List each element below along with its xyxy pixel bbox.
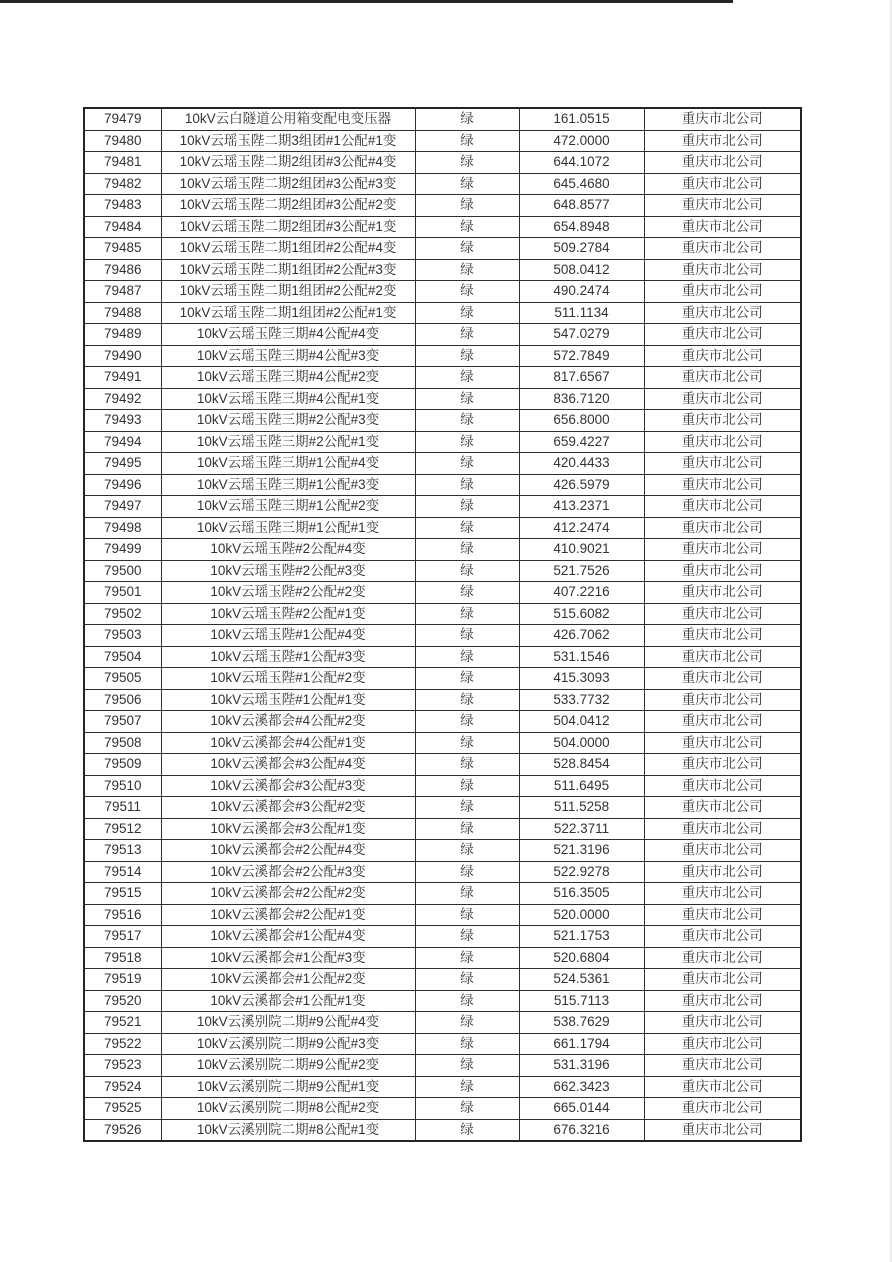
company-cell: 重庆市北公司 [644,990,801,1012]
row-id-cell: 79501 [84,582,161,604]
device-name-cell: 10kV云溪都会#1公配#1变 [161,990,415,1012]
company-cell: 重庆市北公司 [644,431,801,453]
status-cell: 绿 [415,324,519,346]
status-cell: 绿 [415,990,519,1012]
value-cell: 508.0412 [519,259,644,281]
value-cell: 524.5361 [519,969,644,991]
device-name-cell: 10kV云溪别院二期#9公配#4变 [161,1012,415,1034]
table-row [84,668,801,690]
row-id-cell: 79519 [84,969,161,991]
device-name-cell: 10kV云瑶玉陛二期1组团#2公配#2变 [161,281,415,303]
device-table [83,107,802,1142]
table-row [84,1033,801,1055]
company-cell: 重庆市北公司 [644,1055,801,1077]
table-row [84,1076,801,1098]
status-cell: 绿 [415,474,519,496]
status-cell: 绿 [415,281,519,303]
value-cell: 415.3093 [519,668,644,690]
company-cell: 重庆市北公司 [644,861,801,883]
table-row [84,732,801,754]
table-row [84,388,801,410]
row-id-cell: 79522 [84,1033,161,1055]
value-cell: 511.6495 [519,775,644,797]
table-row [84,539,801,561]
value-cell: 420.4433 [519,453,644,475]
company-cell: 重庆市北公司 [644,281,801,303]
status-cell: 绿 [415,1055,519,1077]
device-name-cell: 10kV云瑶玉陛三期#1公配#2变 [161,496,415,518]
company-cell: 重庆市北公司 [644,173,801,195]
row-id-cell: 79495 [84,453,161,475]
table-row [84,1055,801,1077]
status-cell: 绿 [415,582,519,604]
row-id-cell: 79497 [84,496,161,518]
device-name-cell: 10kV云溪都会#1公配#4变 [161,926,415,948]
row-id-cell: 79506 [84,689,161,711]
value-cell: 511.1134 [519,302,644,324]
value-cell: 407.2216 [519,582,644,604]
company-cell: 重庆市北公司 [644,1076,801,1098]
table-row [84,625,801,647]
device-name-cell: 10kV云瑶玉陛三期#4公配#2变 [161,367,415,389]
company-cell: 重庆市北公司 [644,388,801,410]
device-name-cell: 10kV云瑶玉陛二期1组团#2公配#1变 [161,302,415,324]
row-id-cell: 79500 [84,560,161,582]
row-id-cell: 79525 [84,1098,161,1120]
device-name-cell: 10kV云溪都会#4公配#1变 [161,732,415,754]
row-id-cell: 79493 [84,410,161,432]
row-id-cell: 79492 [84,388,161,410]
status-cell: 绿 [415,818,519,840]
company-cell: 重庆市北公司 [644,625,801,647]
company-cell: 重庆市北公司 [644,969,801,991]
table-row [84,1119,801,1141]
value-cell: 472.0000 [519,130,644,152]
status-cell: 绿 [415,259,519,281]
value-cell: 522.9278 [519,861,644,883]
row-id-cell: 79481 [84,152,161,174]
status-cell: 绿 [415,861,519,883]
value-cell: 511.5258 [519,797,644,819]
value-cell: 516.3505 [519,883,644,905]
device-name-cell: 10kV云瑶玉陛二期1组团#2公配#3变 [161,259,415,281]
value-cell: 413.2371 [519,496,644,518]
row-id-cell: 79482 [84,173,161,195]
status-cell: 绿 [415,625,519,647]
device-name-cell: 10kV云白隧道公用箱变配电变压器 [161,108,415,130]
row-id-cell: 79507 [84,711,161,733]
status-cell: 绿 [415,130,519,152]
row-id-cell: 79499 [84,539,161,561]
device-name-cell: 10kV云瑶玉陛#2公配#3变 [161,560,415,582]
table-row [84,216,801,238]
value-cell: 521.1753 [519,926,644,948]
device-name-cell: 10kV云瑶玉陛#2公配#2变 [161,582,415,604]
company-cell: 重庆市北公司 [644,797,801,819]
row-id-cell: 79496 [84,474,161,496]
row-id-cell: 79523 [84,1055,161,1077]
device-name-cell: 10kV云瑶玉陛二期3组团#1公配#1变 [161,130,415,152]
value-cell: 521.3196 [519,840,644,862]
table-row [84,861,801,883]
row-id-cell: 79526 [84,1119,161,1141]
table-row [84,130,801,152]
table-row [84,108,801,130]
row-id-cell: 79503 [84,625,161,647]
status-cell: 绿 [415,711,519,733]
device-name-cell: 10kV云溪都会#2公配#3变 [161,861,415,883]
table-row [84,990,801,1012]
device-table-body [84,108,801,1141]
device-name-cell: 10kV云瑶玉陛二期2组团#3公配#1变 [161,216,415,238]
table-row [84,947,801,969]
table-row [84,775,801,797]
company-cell: 重庆市北公司 [644,840,801,862]
status-cell: 绿 [415,453,519,475]
company-cell: 重庆市北公司 [644,646,801,668]
table-row [84,281,801,303]
table-row [84,926,801,948]
device-name-cell: 10kV云瑶玉陛二期1组团#2公配#4变 [161,238,415,260]
table-row [84,689,801,711]
value-cell: 412.2474 [519,517,644,539]
status-cell: 绿 [415,345,519,367]
table-row [84,496,801,518]
table-row [84,195,801,217]
row-id-cell: 79516 [84,904,161,926]
device-name-cell: 10kV云溪都会#3公配#4变 [161,754,415,776]
row-id-cell: 79490 [84,345,161,367]
table-row [84,560,801,582]
company-cell: 重庆市北公司 [644,775,801,797]
company-cell: 重庆市北公司 [644,754,801,776]
value-cell: 410.9021 [519,539,644,561]
status-cell: 绿 [415,1012,519,1034]
table-row [84,345,801,367]
table-row [84,474,801,496]
value-cell: 572.7849 [519,345,644,367]
status-cell: 绿 [415,904,519,926]
company-cell: 重庆市北公司 [644,818,801,840]
value-cell: 662.3423 [519,1076,644,1098]
value-cell: 547.0279 [519,324,644,346]
value-cell: 515.7113 [519,990,644,1012]
row-id-cell: 79502 [84,603,161,625]
device-name-cell: 10kV云瑶玉陛#2公配#1变 [161,603,415,625]
status-cell: 绿 [415,732,519,754]
company-cell: 重庆市北公司 [644,324,801,346]
company-cell: 重庆市北公司 [644,410,801,432]
value-cell: 520.6804 [519,947,644,969]
device-name-cell: 10kV云溪别院二期#9公配#1变 [161,1076,415,1098]
device-name-cell: 10kV云溪别院二期#8公配#1变 [161,1119,415,1141]
company-cell: 重庆市北公司 [644,926,801,948]
status-cell: 绿 [415,238,519,260]
device-name-cell: 10kV云溪都会#3公配#2变 [161,797,415,819]
company-cell: 重庆市北公司 [644,732,801,754]
device-name-cell: 10kV云瑶玉陛三期#4公配#3变 [161,345,415,367]
value-cell: 654.8948 [519,216,644,238]
status-cell: 绿 [415,367,519,389]
company-cell: 重庆市北公司 [644,560,801,582]
table-row [84,302,801,324]
device-name-cell: 10kV云瑶玉陛三期#1公配#4变 [161,453,415,475]
status-cell: 绿 [415,517,519,539]
table-row [84,173,801,195]
status-cell: 绿 [415,969,519,991]
value-cell: 661.1794 [519,1033,644,1055]
table-row [84,517,801,539]
value-cell: 648.8577 [519,195,644,217]
status-cell: 绿 [415,883,519,905]
company-cell: 重庆市北公司 [644,108,801,130]
device-name-cell: 10kV云瑶玉陛#1公配#2变 [161,668,415,690]
value-cell: 528.8454 [519,754,644,776]
value-cell: 509.2784 [519,238,644,260]
status-cell: 绿 [415,560,519,582]
status-cell: 绿 [415,603,519,625]
company-cell: 重庆市北公司 [644,259,801,281]
row-id-cell: 79491 [84,367,161,389]
row-id-cell: 79486 [84,259,161,281]
row-id-cell: 79514 [84,861,161,883]
device-name-cell: 10kV云瑶玉陛三期#1公配#1变 [161,517,415,539]
company-cell: 重庆市北公司 [644,883,801,905]
status-cell: 绿 [415,797,519,819]
row-id-cell: 79494 [84,431,161,453]
table-row [84,797,801,819]
status-cell: 绿 [415,302,519,324]
value-cell: 533.7732 [519,689,644,711]
table-row [84,238,801,260]
status-cell: 绿 [415,410,519,432]
company-cell: 重庆市北公司 [644,668,801,690]
value-cell: 538.7629 [519,1012,644,1034]
row-id-cell: 79479 [84,108,161,130]
row-id-cell: 79487 [84,281,161,303]
device-name-cell: 10kV云溪都会#1公配#2变 [161,969,415,991]
row-id-cell: 79485 [84,238,161,260]
value-cell: 531.3196 [519,1055,644,1077]
row-id-cell: 79524 [84,1076,161,1098]
table-row [84,904,801,926]
value-cell: 656.8000 [519,410,644,432]
device-name-cell: 10kV云溪都会#3公配#1变 [161,818,415,840]
value-cell: 426.5979 [519,474,644,496]
company-cell: 重庆市北公司 [644,582,801,604]
company-cell: 重庆市北公司 [644,474,801,496]
status-cell: 绿 [415,1119,519,1141]
company-cell: 重庆市北公司 [644,689,801,711]
device-name-cell: 10kV云瑶玉陛三期#4公配#4变 [161,324,415,346]
device-name-cell: 10kV云瑶玉陛#1公配#3变 [161,646,415,668]
row-id-cell: 79517 [84,926,161,948]
table-row [84,1098,801,1120]
company-cell: 重庆市北公司 [644,453,801,475]
row-id-cell: 79509 [84,754,161,776]
company-cell: 重庆市北公司 [644,238,801,260]
device-name-cell: 10kV云溪都会#2公配#2变 [161,883,415,905]
value-cell: 665.0144 [519,1098,644,1120]
company-cell: 重庆市北公司 [644,152,801,174]
row-id-cell: 79480 [84,130,161,152]
device-name-cell: 10kV云瑶玉陛#1公配#1变 [161,689,415,711]
row-id-cell: 79505 [84,668,161,690]
device-name-cell: 10kV云溪别院二期#9公配#2变 [161,1055,415,1077]
company-cell: 重庆市北公司 [644,904,801,926]
table-row [84,754,801,776]
status-cell: 绿 [415,775,519,797]
value-cell: 645.4680 [519,173,644,195]
table-row [84,582,801,604]
company-cell: 重庆市北公司 [644,517,801,539]
status-cell: 绿 [415,840,519,862]
device-name-cell: 10kV云溪都会#2公配#1变 [161,904,415,926]
value-cell: 522.3711 [519,818,644,840]
value-cell: 504.0412 [519,711,644,733]
status-cell: 绿 [415,431,519,453]
company-cell: 重庆市北公司 [644,1098,801,1120]
value-cell: 520.0000 [519,904,644,926]
value-cell: 817.6567 [519,367,644,389]
row-id-cell: 79520 [84,990,161,1012]
company-cell: 重庆市北公司 [644,130,801,152]
company-cell: 重庆市北公司 [644,302,801,324]
value-cell: 161.0515 [519,108,644,130]
device-name-cell: 10kV云瑶玉陛#2公配#4变 [161,539,415,561]
company-cell: 重庆市北公司 [644,216,801,238]
status-cell: 绿 [415,1076,519,1098]
device-name-cell: 10kV云瑶玉陛三期#4公配#1变 [161,388,415,410]
row-id-cell: 79513 [84,840,161,862]
table-row [84,410,801,432]
status-cell: 绿 [415,173,519,195]
company-cell: 重庆市北公司 [644,711,801,733]
company-cell: 重庆市北公司 [644,1012,801,1034]
row-id-cell: 79515 [84,883,161,905]
status-cell: 绿 [415,926,519,948]
device-name-cell: 10kV云瑶玉陛二期2组团#3公配#3变 [161,173,415,195]
row-id-cell: 79518 [84,947,161,969]
company-cell: 重庆市北公司 [644,539,801,561]
table-row [84,453,801,475]
company-cell: 重庆市北公司 [644,603,801,625]
device-name-cell: 10kV云瑶玉陛三期#2公配#3变 [161,410,415,432]
row-id-cell: 79504 [84,646,161,668]
table-row [84,431,801,453]
device-name-cell: 10kV云溪都会#3公配#3变 [161,775,415,797]
company-cell: 重庆市北公司 [644,367,801,389]
table-row [84,367,801,389]
table-row [84,646,801,668]
row-id-cell: 79488 [84,302,161,324]
table-row [84,603,801,625]
device-name-cell: 10kV云溪都会#4公配#2变 [161,711,415,733]
status-cell: 绿 [415,668,519,690]
value-cell: 836.7120 [519,388,644,410]
value-cell: 490.2474 [519,281,644,303]
top-edge-line [0,0,733,3]
device-name-cell: 10kV云溪别院二期#8公配#2变 [161,1098,415,1120]
company-cell: 重庆市北公司 [644,1033,801,1055]
row-id-cell: 79489 [84,324,161,346]
value-cell: 676.3216 [519,1119,644,1141]
status-cell: 绿 [415,646,519,668]
status-cell: 绿 [415,216,519,238]
table-row [84,818,801,840]
value-cell: 521.7526 [519,560,644,582]
status-cell: 绿 [415,539,519,561]
status-cell: 绿 [415,947,519,969]
table-row [84,711,801,733]
status-cell: 绿 [415,1033,519,1055]
status-cell: 绿 [415,152,519,174]
table-row [84,840,801,862]
table-row [84,969,801,991]
device-name-cell: 10kV云瑶玉陛二期2组团#3公配#4变 [161,152,415,174]
device-name-cell: 10kV云瑶玉陛#1公配#4变 [161,625,415,647]
status-cell: 绿 [415,689,519,711]
device-name-cell: 10kV云溪都会#2公配#4变 [161,840,415,862]
row-id-cell: 79511 [84,797,161,819]
table-row [84,324,801,346]
value-cell: 659.4227 [519,431,644,453]
company-cell: 重庆市北公司 [644,947,801,969]
device-name-cell: 10kV云瑶玉陛二期2组团#3公配#2变 [161,195,415,217]
status-cell: 绿 [415,195,519,217]
device-name-cell: 10kV云溪都会#1公配#3变 [161,947,415,969]
status-cell: 绿 [415,108,519,130]
company-cell: 重庆市北公司 [644,345,801,367]
company-cell: 重庆市北公司 [644,195,801,217]
status-cell: 绿 [415,496,519,518]
row-id-cell: 79510 [84,775,161,797]
row-id-cell: 79498 [84,517,161,539]
row-id-cell: 79512 [84,818,161,840]
row-id-cell: 79484 [84,216,161,238]
value-cell: 504.0000 [519,732,644,754]
value-cell: 515.6082 [519,603,644,625]
value-cell: 644.1072 [519,152,644,174]
table-row [84,259,801,281]
device-name-cell: 10kV云瑶玉陛三期#2公配#1变 [161,431,415,453]
company-cell: 重庆市北公司 [644,1119,801,1141]
value-cell: 426.7062 [519,625,644,647]
status-cell: 绿 [415,388,519,410]
row-id-cell: 79483 [84,195,161,217]
row-id-cell: 79508 [84,732,161,754]
device-name-cell: 10kV云瑶玉陛三期#1公配#3变 [161,474,415,496]
table-row [84,883,801,905]
device-name-cell: 10kV云溪别院二期#9公配#3变 [161,1033,415,1055]
row-id-cell: 79521 [84,1012,161,1034]
status-cell: 绿 [415,1098,519,1120]
table-row [84,1012,801,1034]
table-row [84,152,801,174]
company-cell: 重庆市北公司 [644,496,801,518]
status-cell: 绿 [415,754,519,776]
value-cell: 531.1546 [519,646,644,668]
